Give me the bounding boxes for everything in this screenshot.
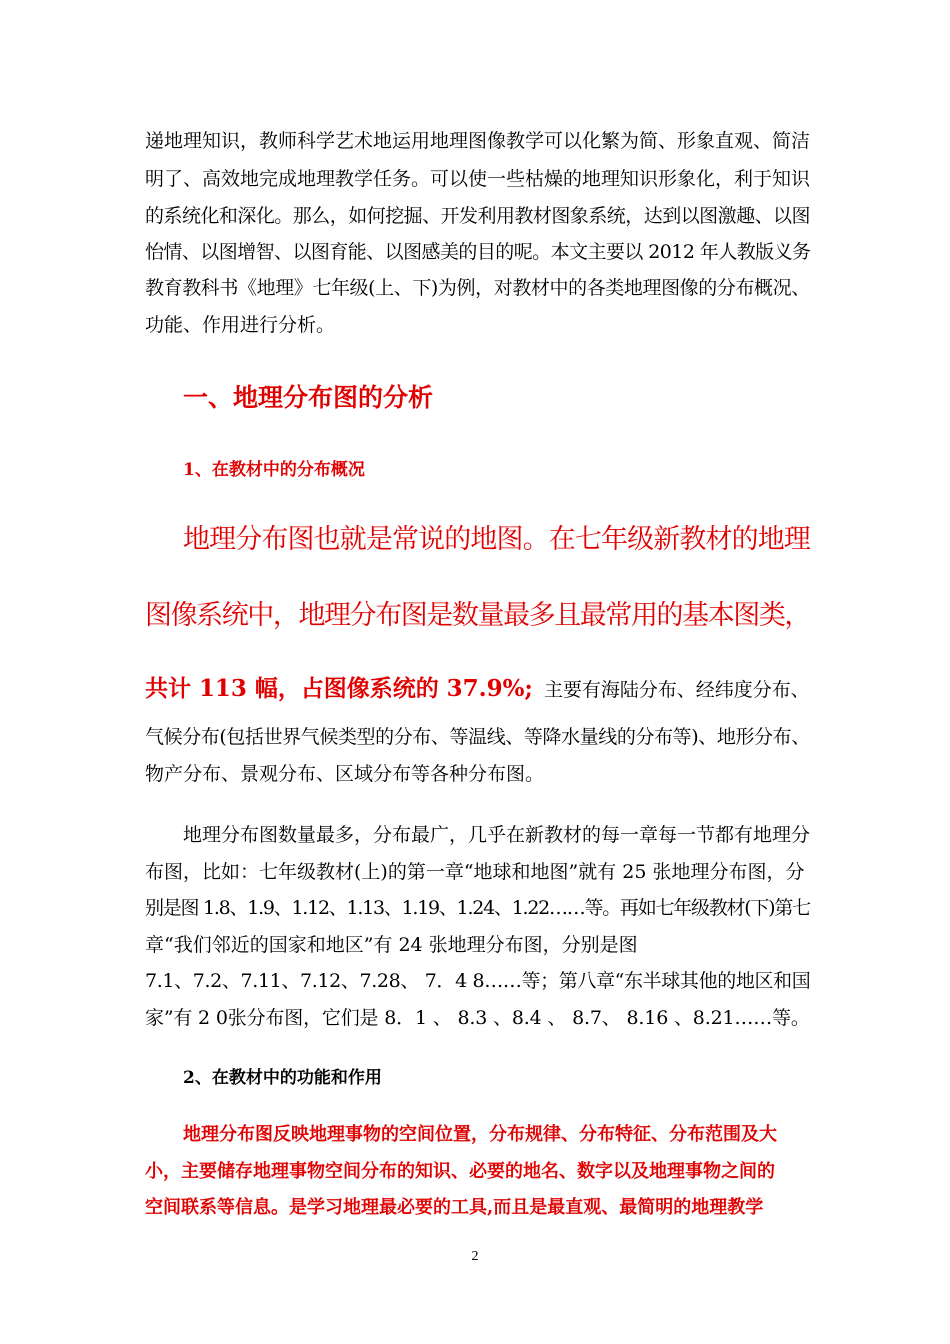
func-line-3: 空间联系等信息。是学习地理最必要的工具,而且是最直观、最简明的地理教学 bbox=[145, 1197, 764, 1218]
func-line-2: 小，主要储存地理事物空间分布的知识、必要的地名、数字以及地理事物之间的 bbox=[145, 1161, 775, 1182]
big-line-1: 地理分布图也就是常说的地图。在七年级新教材的地理 bbox=[183, 524, 810, 555]
stat-line-2: 气候分布(包括世界气候类型的分布、等温线、等降水量线的分布等)、地形分布、 bbox=[145, 726, 810, 748]
intro-line-5: 教育教科书《地理》七年级(上、下)为例，对教材中的各类地理图像的分布概况、 bbox=[145, 277, 810, 299]
stat-text: 主要有海陆分布、经纬度分布、 bbox=[543, 679, 810, 701]
para2-line-3: 别是图 1.8、1.9、1.12、1.13、1.19、1.24、1.22……等。再如七年级教材(下)第七 bbox=[145, 897, 810, 919]
para2-line-4: 章“我们邻近的国家和地区”有 24 张地理分布图，分别是图 bbox=[145, 934, 638, 956]
stat-line bbox=[145, 670, 810, 703]
para2-line-2: 布图，比如：七年级教材(上)的第一章“地球和地图”就有 25 张地理分布图，分 bbox=[145, 861, 805, 883]
big-line-2: 图像系统中，地理分布图是数量最多且最常用的基本图类， bbox=[145, 600, 810, 631]
subheading-2: 2、在教材中的功能和作用 bbox=[183, 1068, 382, 1088]
stat-line-3: 物产分布、景观分布、区域分布等各种分布图。 bbox=[145, 763, 545, 785]
page-number: 2 bbox=[471, 1249, 479, 1264]
func-line-1: 地理分布图反映地理事物的空间位置，分布规律、分布特征、分布范围及大 bbox=[183, 1124, 777, 1145]
intro-line-1: 递地理知识，教师科学艺术地运用地理图像教学可以化繁为简、形象直观、简洁 bbox=[145, 130, 811, 152]
intro-line-3: 的系统化和深化。那么，如何挖掘、开发利用教材图象系统，达到以图激趣、以图 bbox=[145, 205, 811, 227]
para2-line-6: 家”有 2 0张分布图，它们是 8．1 、 8.3 、8.4 、 8.7、 8.16 、8.21……等。 bbox=[145, 1007, 810, 1029]
section-heading: 一、地理分布图的分析 bbox=[183, 383, 434, 412]
intro-line-6: 功能、作用进行分析。 bbox=[145, 314, 336, 336]
intro-line-4: 怡情、以图增智、以图育能、以图感美的目的呢。本文主要以 2012 年人教版义务 bbox=[145, 241, 811, 263]
subheading-1: 1、在教材中的分布概况 bbox=[183, 460, 365, 480]
para2-line-1: 地理分布图数量最多，分布最广，几乎在新教材的每一章每一节都有地理分 bbox=[183, 824, 811, 846]
intro-line-2: 明了、高效地完成地理教学任务。可以使一些枯燥的地理知识形象化，利于知识 bbox=[145, 168, 811, 190]
stat-highlight: 共计 113 幅，占图像系统的 37.9%; bbox=[145, 675, 533, 702]
para2-line-5: 7.1、7.2、7.11、7.12、7.28、 7．4 8……等；第八章“东半球其他的地区和国 bbox=[145, 970, 811, 992]
